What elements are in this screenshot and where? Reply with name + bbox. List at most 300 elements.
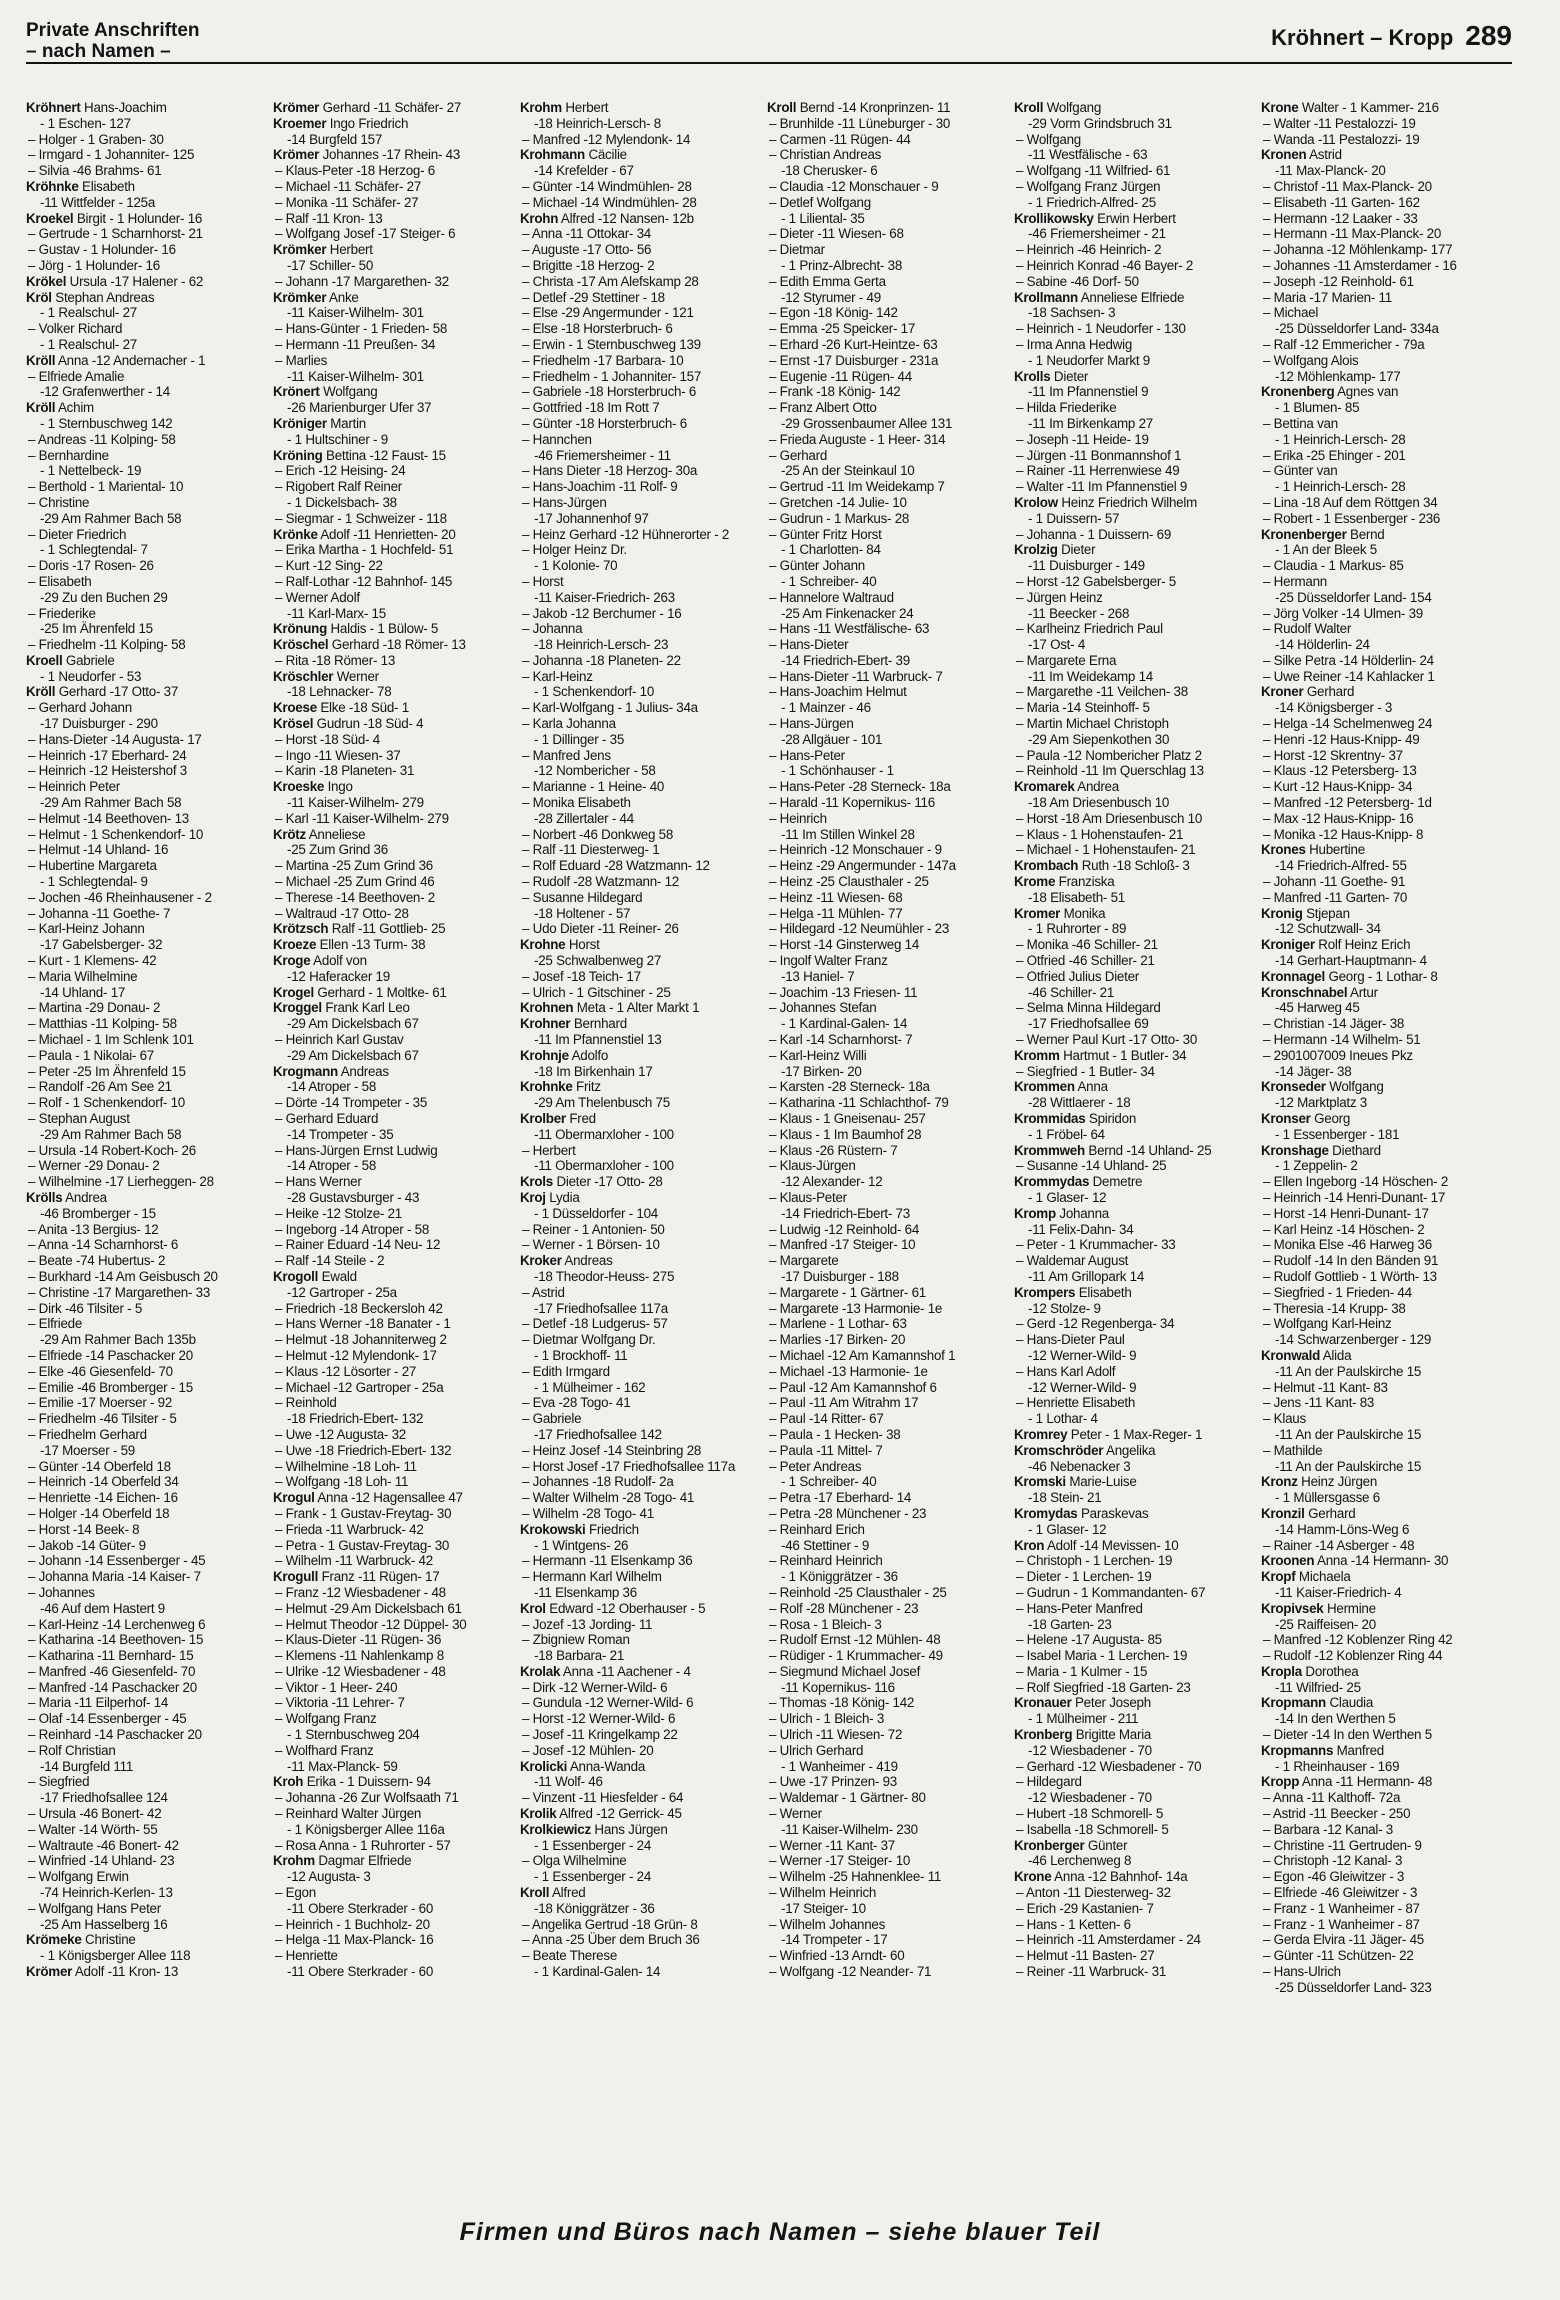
listing-entry bbox=[1014, 1079, 1261, 1095]
listing-entry: – Ludwig -12 Reinhold- 64 bbox=[769, 1221, 920, 1237]
listing-entry bbox=[1014, 1506, 1261, 1522]
listing-entry: - 1 Fröbel- 64 bbox=[1028, 1126, 1105, 1142]
listing-entry: – Waldemar August bbox=[1016, 1253, 1129, 1269]
listing-entry: -14 Uhland- 17 bbox=[40, 984, 126, 1000]
listing-entry: -11 Kaiser-Friedrich- 263 bbox=[534, 589, 675, 605]
listing-entry: – Friedhelm -11 Kolping- 58 bbox=[28, 637, 186, 653]
listing-entry: -11 Im Pfannenstiel 9 bbox=[1028, 384, 1149, 400]
listing-entry: – Heinz -11 Wiesen- 68 bbox=[769, 889, 903, 905]
entry-details: Bernhard bbox=[570, 1016, 627, 1032]
surname: Kröl bbox=[26, 289, 52, 305]
listing-entry: – Werner Paul Kurt -17 Otto- 30 bbox=[1016, 1032, 1198, 1048]
listing-entry: – Ralf -12 Emmericher - 79a bbox=[1263, 336, 1425, 352]
listing-entry: – Hans -11 Westfälische- 63 bbox=[769, 621, 930, 637]
listing-entry: – Volker Richard bbox=[28, 321, 123, 337]
listing-entry: – Claudia -12 Monschauer - 9 bbox=[769, 178, 939, 194]
surname: Kröhnke bbox=[26, 178, 79, 194]
listing-entry: – Therese -14 Beethoven- 2 bbox=[275, 889, 436, 905]
listing-entry: – Michael -12 Am Kamannshof 1 bbox=[769, 1347, 956, 1363]
listing-entry: – Rudolf Walter bbox=[1263, 621, 1352, 637]
listing-entry: -46 Auf dem Hastert 9 bbox=[40, 1600, 166, 1616]
listing-entry: – Rolf Eduard -28 Watzmann- 12 bbox=[522, 858, 710, 874]
listing-entry: – Thomas -18 König- 142 bbox=[769, 1695, 915, 1711]
entry-details: Artur bbox=[1347, 984, 1378, 1000]
entry-details: Gerhard bbox=[1304, 1505, 1356, 1521]
listing-entry bbox=[273, 1064, 520, 1080]
listing-entry: – Hermann Karl Wilhelm bbox=[522, 1569, 662, 1585]
listing-entry: – Rainer -11 Herrenwiese 49 bbox=[1016, 463, 1180, 479]
listing-entry: – Johanna bbox=[522, 621, 583, 637]
listing-entry bbox=[1014, 211, 1261, 227]
listing-entry bbox=[1261, 985, 1508, 1001]
surname: Krölls bbox=[26, 1189, 63, 1205]
entry-details: Ursula -17 Halener - 62 bbox=[66, 273, 204, 289]
entry-details: Demetre bbox=[1089, 1174, 1143, 1190]
listing-entry: – Friedhelm - 1 Johanniter- 157 bbox=[522, 368, 702, 384]
entry-details: Anna -12 Andernacher - 1 bbox=[55, 352, 206, 368]
listing-entry: -11 Obermarxloher - 100 bbox=[534, 1126, 674, 1142]
listing-entry: – Sabine -46 Dorf- 50 bbox=[1016, 273, 1139, 289]
surname: Krogull bbox=[273, 1569, 319, 1585]
listing-entry: – Heinrich -46 Heinrich- 2 bbox=[1016, 242, 1162, 258]
listing-entry: - 1 Kardinal-Galen- 14 bbox=[534, 1964, 661, 1980]
listing-entry bbox=[520, 1664, 767, 1680]
listing-entry bbox=[1014, 1206, 1261, 1222]
listing-entry: -29 Am Rahmer Bach 58 bbox=[40, 510, 182, 526]
listing-entry: – Klaus-Peter -18 Herzog- 6 bbox=[275, 163, 435, 179]
listing-entry bbox=[1261, 1474, 1508, 1490]
entry-details: Alida bbox=[1320, 1347, 1352, 1363]
listing-entry bbox=[273, 527, 520, 543]
entry-details: Gerhard -11 Schäfer- 27 bbox=[319, 100, 462, 115]
listing-entry: - 1 Schenkendorf- 10 bbox=[534, 684, 655, 700]
listing-entry: – Wanda -11 Pestalozzi- 19 bbox=[1263, 131, 1420, 147]
surname: Krömer bbox=[26, 1964, 73, 1980]
surname: Krogmann bbox=[273, 1063, 338, 1079]
entry-details: Achim bbox=[55, 400, 94, 416]
listing-entry: – Hermann -11 Max-Planck- 20 bbox=[1263, 226, 1442, 242]
page-number: 289 bbox=[1465, 20, 1512, 51]
listing-entry: – Friederike bbox=[28, 605, 96, 621]
listing-entry: – Hermann -11 Elsenkamp 36 bbox=[522, 1553, 693, 1569]
listing-entry: -14 Friedrich-Ebert- 39 bbox=[781, 652, 910, 668]
listing-entry: - 1 Prinz-Albrecht- 38 bbox=[781, 257, 903, 273]
listing-entry: – Selma Minna Hildegard bbox=[1016, 1000, 1161, 1016]
listing-entry bbox=[1014, 1111, 1261, 1127]
listing-entry: – Holger - 1 Graben- 30 bbox=[28, 131, 164, 147]
listing-entry: -29 Vorm Grindsbruch 31 bbox=[1028, 115, 1172, 131]
listing-entry: – Holger -14 Oberfeld 18 bbox=[28, 1505, 170, 1521]
listing-entry: – Günter -11 Schützen- 22 bbox=[1263, 1948, 1414, 1964]
listing-entry bbox=[520, 1174, 767, 1190]
listing-entry: -25 Am Finkenacker 24 bbox=[781, 605, 914, 621]
listing-entry: – Heinz -25 Clausthaler - 25 bbox=[769, 874, 929, 890]
listing-entry: -11 Westfälische - 63 bbox=[1028, 147, 1148, 163]
listing-entry: – Hans-Jürgen bbox=[522, 494, 607, 510]
listing-entry: – Johannes bbox=[28, 1584, 95, 1600]
listing-entry: – Ulrich - 1 Bleich- 3 bbox=[769, 1711, 885, 1727]
entry-details: Walter - 1 Kammer- 216 bbox=[1298, 100, 1439, 115]
listing-entry: – Dieter Friedrich bbox=[28, 526, 127, 542]
entry-details: Fritz bbox=[572, 1079, 601, 1095]
listing-entry: – Wolfhard Franz bbox=[275, 1742, 374, 1758]
surname: Kron bbox=[1014, 1537, 1045, 1553]
listing-entry bbox=[1014, 1174, 1261, 1190]
listing-entry: -25 Zum Grind 36 bbox=[287, 842, 388, 858]
listing-entry: – Berthold - 1 Mariental- 10 bbox=[28, 479, 184, 495]
section-title bbox=[26, 20, 200, 62]
listing-entry: – Walter -14 Wörth- 55 bbox=[28, 1821, 158, 1837]
surname: Kröschel bbox=[273, 637, 329, 653]
listing-entry: – Matthias -11 Kolping- 58 bbox=[28, 1016, 177, 1032]
listing-entry: – Waldemar - 1 Gärtner- 80 bbox=[769, 1790, 926, 1806]
listing-entry: – Ulrich - 1 Gitschiner - 25 bbox=[522, 984, 671, 1000]
listing-entry: – Margarete bbox=[769, 1253, 839, 1269]
surname: Kroll bbox=[767, 100, 797, 115]
listing-entry: – Hans Dieter -18 Herzog- 30a bbox=[522, 463, 698, 479]
entry-details: Heinz Friedrich Wilhelm bbox=[1057, 494, 1197, 510]
surname: Kroeske bbox=[273, 779, 325, 795]
listing-entry: -14 Trompeter - 35 bbox=[287, 1126, 394, 1142]
listing-entry bbox=[273, 416, 520, 432]
surname: Krohne bbox=[520, 937, 566, 953]
listing-entry: – Hans-Joachim Helmut bbox=[769, 684, 907, 700]
listing-entry: – Olaf -14 Essenberger - 45 bbox=[28, 1711, 187, 1727]
listing-entry: – Günter -18 Horsterbruch- 6 bbox=[522, 415, 687, 431]
listing-entry: – Astrid bbox=[522, 1284, 565, 1300]
listing-entry: – Hans-Peter Manfred bbox=[1016, 1600, 1143, 1616]
listing-entry bbox=[273, 700, 520, 716]
listing-entry: – Edith Irmgard bbox=[522, 1363, 610, 1379]
listing-entry: – Erwin - 1 Sternbuschweg 139 bbox=[522, 336, 701, 352]
listing-entry: – Doris -17 Rosen- 26 bbox=[28, 558, 154, 574]
listing-entry: -18 Im Birkenhain 17 bbox=[534, 1063, 653, 1079]
listing-entry: – Josef -18 Teich- 17 bbox=[522, 968, 641, 984]
listing-entry: – Siegfried - 1 Butler- 34 bbox=[1016, 1063, 1155, 1079]
surname: Kronig bbox=[1261, 905, 1303, 921]
listing-entry bbox=[1014, 1538, 1261, 1554]
listing-entry: – Henriette -14 Eichen- 16 bbox=[28, 1490, 178, 1506]
listing-entry: – Waltraud -17 Otto- 28 bbox=[275, 905, 409, 921]
listing-entry: -14 Krefelder - 67 bbox=[534, 163, 634, 179]
listing-entry: -25 Düsseldorfer Land- 334a bbox=[1275, 321, 1439, 337]
listing-entry bbox=[1261, 100, 1508, 116]
listing-entry: – Karl-Wolfgang - 1 Julius- 34a bbox=[522, 700, 698, 716]
entry-details: Elke -18 Süd- 1 bbox=[316, 700, 409, 716]
listing-entry bbox=[273, 1000, 520, 1016]
listing-column-6 bbox=[1261, 100, 1508, 2180]
entry-details: Claudia bbox=[1325, 1695, 1374, 1711]
surname: Kröning bbox=[273, 447, 323, 463]
listing-entry: – Egon bbox=[275, 1885, 316, 1901]
running-head bbox=[1271, 20, 1512, 52]
listing-entry: – Carmen -11 Rügen- 44 bbox=[769, 131, 911, 147]
listing-entry: – Klaus - 1 Gneisenau- 257 bbox=[769, 1111, 926, 1126]
listing-entry bbox=[273, 1269, 520, 1285]
entry-details: Christine bbox=[81, 1932, 136, 1948]
listing-entry: – Monika -11 Schäfer- 27 bbox=[275, 194, 419, 210]
listing-entry bbox=[1014, 369, 1261, 385]
listing-entry: – Michael -25 Zum Grind 46 bbox=[275, 874, 435, 890]
listing-entry bbox=[26, 211, 273, 227]
listing-entry: -18 Holtener - 57 bbox=[534, 905, 631, 921]
listing-entry: -46 Bromberger - 15 bbox=[40, 1205, 156, 1221]
listing-entry: -46 Friemersheimer - 21 bbox=[1028, 226, 1166, 242]
listing-entry: – Rainer Eduard -14 Neu- 12 bbox=[275, 1237, 441, 1253]
listing-entry: – Heike -12 Stolze- 21 bbox=[275, 1205, 402, 1221]
listing-entry: -29 Am Thelenbusch 75 bbox=[534, 1095, 670, 1111]
listing-entry bbox=[26, 274, 273, 290]
listing-entry: – Ernst -17 Duisburger - 231a bbox=[769, 352, 939, 368]
listing-entry: – Gerhard bbox=[769, 447, 828, 463]
listing-entry: - 1 Brockhoff- 11 bbox=[534, 1347, 628, 1363]
listing-entry: - 1 Neudorfer Markt 9 bbox=[1028, 352, 1151, 368]
listing-entry: – Hermann -14 Wilhelm- 51 bbox=[1263, 1032, 1421, 1048]
listing-entry: -18 Garten- 23 bbox=[1028, 1616, 1112, 1632]
surname: Kropla bbox=[1261, 1663, 1302, 1679]
listing-entry: – 2901007009 Ineues Pkz bbox=[1263, 1047, 1413, 1063]
entry-details: Ingo bbox=[324, 779, 353, 795]
listing-entry: – Günter -14 Oberfeld 18 bbox=[28, 1458, 171, 1474]
listing-entry: – Horst -14 Beek- 8 bbox=[28, 1521, 140, 1537]
listing-entry: -11 Max-Planck- 59 bbox=[287, 1758, 398, 1774]
listing-entry: – Kurt -12 Sing- 22 bbox=[275, 558, 383, 574]
entry-details: Adolf von bbox=[310, 953, 367, 969]
listing-entry bbox=[520, 1000, 767, 1016]
surname: Krommweh bbox=[1014, 1142, 1085, 1158]
listing-entry bbox=[520, 1601, 767, 1617]
surname: Kronenberger bbox=[1261, 526, 1347, 542]
listing-entry: – Wilhelmine -18 Loh- 11 bbox=[275, 1458, 417, 1474]
listing-entry: – Randolf -26 Am See 21 bbox=[28, 1079, 172, 1095]
listing-entry: – Karsten -28 Sterneck- 18a bbox=[769, 1079, 930, 1095]
listing-entry: – Hans-Dieter -14 Augusta- 17 bbox=[28, 731, 202, 747]
listing-entry: – Udo Dieter -11 Reiner- 26 bbox=[522, 921, 679, 937]
listing-entry: – Anton -11 Diesterweg- 32 bbox=[1016, 1885, 1171, 1901]
listing-entry: – Helmut -11 Kant- 83 bbox=[1263, 1379, 1388, 1395]
listing-entry bbox=[273, 637, 520, 653]
listing-entry: – Hans-Peter -28 Sterneck- 18a bbox=[769, 779, 951, 795]
listing-entry: -29 Am Rahmer Bach 135b bbox=[40, 1332, 196, 1348]
listing-entry: - 1 Sternbuschweg 204 bbox=[287, 1727, 420, 1743]
surname: Krösel bbox=[273, 716, 314, 732]
listing-entry: – Klaus -12 Lösorter - 27 bbox=[275, 1363, 417, 1379]
listing-entry: -12 Haferacker 19 bbox=[287, 968, 390, 984]
listing-entry bbox=[26, 1932, 273, 1948]
listing-entry: – Hans-Dieter Paul bbox=[1016, 1332, 1125, 1348]
surname: Krönung bbox=[273, 621, 328, 637]
surname: Kromski bbox=[1014, 1474, 1066, 1490]
listing-entry: -12 Stolze- 9 bbox=[1028, 1300, 1101, 1316]
listing-entry: – Viktoria -11 Lehrer- 7 bbox=[275, 1695, 405, 1711]
entry-details: Hermine bbox=[1323, 1600, 1376, 1616]
listing-entry: – Ursula -14 Robert-Koch- 26 bbox=[28, 1142, 196, 1158]
surname: Krömer bbox=[273, 147, 320, 163]
listing-entry: – Reinhard Walter Jürgen bbox=[275, 1806, 422, 1822]
entry-details: Anna -12 Bahnhof- 14a bbox=[1051, 1869, 1188, 1885]
listing-entry: – Wolfgang -18 Loh- 11 bbox=[275, 1474, 409, 1490]
listing-entry: – Klemens -11 Nahlenkamp 8 bbox=[275, 1648, 444, 1664]
listing-entry: -14 Friedrich-Alfred- 55 bbox=[1275, 858, 1407, 874]
listing-entry: – Burkhard -14 Am Geisbusch 20 bbox=[28, 1268, 218, 1284]
listing-entry: -13 Haniel- 7 bbox=[781, 968, 855, 984]
listing-entry bbox=[520, 1016, 767, 1032]
listing-entry: – Hildegard bbox=[1016, 1774, 1082, 1790]
listing-entry: – Uwe -18 Friedrich-Ebert- 132 bbox=[275, 1442, 452, 1458]
listing-entry: – Karl-Heinz Willi bbox=[769, 1047, 867, 1063]
listing-entry: -25 Schwalbenweg 27 bbox=[534, 953, 662, 969]
listing-entry: -12 Möhlenkamp- 177 bbox=[1275, 368, 1401, 384]
listing-entry: - 1 Dillinger - 35 bbox=[534, 731, 625, 747]
listing-entry: – Dirk -12 Werner-Wild- 6 bbox=[522, 1679, 668, 1695]
surname: Kroniger bbox=[1261, 937, 1315, 953]
listing-entry: -11 Obere Sterkrader - 60 bbox=[287, 1900, 434, 1916]
listing-entry: – Rolf Christian bbox=[28, 1742, 116, 1758]
listing-entry: – Horst bbox=[522, 573, 564, 589]
surname: Kroll bbox=[1014, 100, 1044, 115]
listing-entry: – Gerhard -12 Wiesbadener - 70 bbox=[1016, 1758, 1202, 1774]
listing-entry: -11 Beecker - 268 bbox=[1028, 605, 1130, 621]
listing-entry: – Dieter - 1 Lerchen- 19 bbox=[1016, 1569, 1152, 1585]
surname: Kronschnabel bbox=[1261, 984, 1348, 1000]
listing-entry: -28 Wittlaerer - 18 bbox=[1028, 1095, 1131, 1111]
entry-details: Marie-Luise bbox=[1065, 1474, 1137, 1490]
entry-details: Herbert bbox=[561, 100, 609, 115]
listing-entry: -12 Gartroper - 25a bbox=[287, 1284, 397, 1300]
listing-entry: – Maria - 1 Kulmer - 15 bbox=[1016, 1663, 1148, 1679]
listing-entry: – Bernhardine bbox=[28, 447, 109, 463]
entry-details: Birgit - 1 Holunder- 16 bbox=[73, 210, 203, 226]
surname: Krogel bbox=[273, 984, 314, 1000]
listing-entry: – Helga -14 Schelmenweg 24 bbox=[1263, 716, 1433, 732]
listing-entry: – Friedhelm Gerhard bbox=[28, 1426, 147, 1442]
listing-entry bbox=[273, 1774, 520, 1790]
listing-entry: – Frieda -11 Warbruck- 42 bbox=[275, 1521, 424, 1537]
surname: Krome bbox=[1014, 874, 1056, 890]
surname: Kronzil bbox=[1261, 1505, 1305, 1521]
listing-entry: – Martina -25 Zum Grind 36 bbox=[275, 858, 433, 874]
surname: Krone bbox=[1261, 100, 1299, 115]
surname: Krollikowsky bbox=[1014, 210, 1094, 226]
listing-entry bbox=[273, 384, 520, 400]
listing-entry: – Manfred -12 Koblenzer Ring 42 bbox=[1263, 1632, 1453, 1648]
surname: Kropmann bbox=[1261, 1695, 1326, 1711]
listing-entry: – Egon -18 König- 142 bbox=[769, 305, 898, 321]
listing-entry: – Hans-Jürgen bbox=[769, 716, 854, 732]
listing-entry: – Elisabeth bbox=[28, 573, 92, 589]
entry-details: Frank Karl Leo bbox=[321, 1000, 410, 1016]
listing-entry: - 1 Müllersgasse 6 bbox=[1275, 1490, 1380, 1506]
listing-entry: – Paula - 1 Nikolai- 67 bbox=[28, 1047, 154, 1063]
listing-entry: -29 Grossenbaumer Allee 131 bbox=[781, 415, 953, 431]
listing-entry: – Paul -11 Am Witrahm 17 bbox=[769, 1395, 919, 1411]
listing-entry: – Klaus - 1 Im Baumhof 28 bbox=[769, 1126, 922, 1142]
section-title-line-1: Private Anschriften bbox=[26, 20, 200, 41]
listing-entry: – Edith Emma Gerta bbox=[769, 273, 886, 289]
listing-entry: -11 Im Birkenkamp 27 bbox=[1028, 415, 1153, 431]
listing-entry: – Frieda Auguste - 1 Heer- 314 bbox=[769, 431, 946, 447]
listing-entry: – Heinrich -11 Amsterdamer - 24 bbox=[1016, 1932, 1201, 1948]
listing-entry: – Detlef -18 Ludgerus- 57 bbox=[522, 1316, 668, 1332]
listing-entry: – Kurt - 1 Klemens- 42 bbox=[28, 953, 157, 969]
listing-entry: – Christof -11 Max-Planck- 20 bbox=[1263, 178, 1432, 194]
listing-entry: – Martin Michael Christoph bbox=[1016, 716, 1169, 732]
surname: Kronen bbox=[1261, 147, 1307, 163]
listing-entry: – Klaus -26 Rüstern- 7 bbox=[769, 1142, 898, 1158]
listing-entry: -12 Marktplatz 3 bbox=[1275, 1095, 1368, 1111]
listing-entry bbox=[520, 147, 767, 163]
listing-entry: -12 Styrumer - 49 bbox=[781, 289, 881, 305]
listing-entry bbox=[273, 290, 520, 306]
listing-column-2 bbox=[273, 100, 520, 2180]
entry-details: Ellen -13 Turm- 38 bbox=[316, 937, 426, 953]
listing-entry: – Katharina -11 Bernhard- 15 bbox=[28, 1648, 194, 1664]
listing-entry: -17 Schiller- 50 bbox=[287, 257, 374, 273]
listing-entry bbox=[520, 1759, 767, 1775]
listing-entry: – Susanne -14 Uhland- 25 bbox=[1016, 1158, 1167, 1174]
listing-entry: – Rolf - 1 Schenkendorf- 10 bbox=[28, 1095, 186, 1111]
entry-details: Manfred bbox=[1333, 1742, 1384, 1758]
surname: Kröll bbox=[26, 684, 56, 700]
listing-entry: – Reinhard -14 Paschacker 20 bbox=[28, 1727, 202, 1743]
entry-details: Friedrich bbox=[585, 1521, 639, 1537]
entry-details: Hartmut - 1 Butler- 34 bbox=[1059, 1047, 1187, 1063]
listing-entry: -18 Theodor-Heuss- 275 bbox=[534, 1268, 675, 1284]
listing-entry: – Emilie -46 Bromberger - 15 bbox=[28, 1379, 193, 1395]
entry-details: Bernd -14 Kronprinzen- 11 bbox=[796, 100, 951, 115]
listing-entry: – Rosa Anna - 1 Ruhrorter - 57 bbox=[275, 1837, 451, 1853]
listing-entry bbox=[1261, 527, 1508, 543]
listing-entry: – Helmut -14 Uhland- 16 bbox=[28, 842, 169, 858]
listing-entry: – Katharina -11 Schlachthof- 79 bbox=[769, 1095, 949, 1111]
listing-entry: – Jürgen Heinz bbox=[1016, 589, 1103, 605]
listing-entry: – Elfriede Amalie bbox=[28, 368, 125, 384]
listing-entry: – Monika -46 Schiller- 21 bbox=[1016, 937, 1158, 953]
listing-entry: – Dieter -11 Wiesen- 68 bbox=[769, 226, 904, 242]
entry-details: Günter bbox=[1084, 1837, 1128, 1853]
listing-entry: - 1 Friedrich-Alfred- 25 bbox=[1028, 194, 1156, 210]
listing-entry: -18 Lehnacker- 78 bbox=[287, 684, 392, 700]
listing-entry: – Johanna -18 Planeten- 22 bbox=[522, 652, 681, 668]
listing-entry: – Uwe -12 Augusta- 32 bbox=[275, 1426, 406, 1442]
listing-entry: – Hans - 1 Ketten- 6 bbox=[1016, 1916, 1131, 1932]
entry-details: Hans Jürgen bbox=[590, 1821, 668, 1837]
listing-entry: – Hans Werner -18 Banater - 1 bbox=[275, 1316, 451, 1332]
listing-entry: – Walter -11 Pestalozzi- 19 bbox=[1263, 115, 1416, 131]
listing-entry: – Werner bbox=[769, 1806, 822, 1822]
listing-entry bbox=[1014, 858, 1261, 874]
entry-details: Astrid bbox=[1306, 147, 1342, 163]
listing-entry: – Rolf Siegfried -18 Garten- 23 bbox=[1016, 1679, 1191, 1695]
listing-entry: -11 Im Stillen Winkel 28 bbox=[781, 826, 915, 842]
listing-entry: – Gottfried -18 Im Rott 7 bbox=[522, 400, 660, 416]
listing-entry bbox=[1261, 1143, 1508, 1159]
listing-entry: – Brunhilde -11 Lüneburger - 30 bbox=[769, 115, 951, 131]
entry-details: Erika - 1 Duissern- 94 bbox=[303, 1774, 431, 1790]
listing-entry: – Paul -12 Am Kamannshof 6 bbox=[769, 1379, 937, 1395]
entry-details: Wolfgang bbox=[319, 384, 378, 400]
listing-entry bbox=[1014, 1838, 1261, 1854]
listing-entry bbox=[1261, 937, 1508, 953]
entry-details: Alfred -12 Nansen- 12b bbox=[558, 210, 694, 226]
entry-details: Diethard bbox=[1328, 1142, 1381, 1158]
listing-entry: – Wolfgang Alois bbox=[1263, 352, 1359, 368]
listing-entry: -28 Zillertaler - 44 bbox=[534, 810, 634, 826]
listing-entry: -14 Gerhart-Hauptmann- 4 bbox=[1275, 953, 1427, 969]
listing-entry: – Gabriele bbox=[522, 1411, 582, 1427]
listing-entry: – Ralf -14 Steile - 2 bbox=[275, 1253, 385, 1269]
listing-entry: -25 Raiffeisen- 20 bbox=[1275, 1616, 1376, 1632]
